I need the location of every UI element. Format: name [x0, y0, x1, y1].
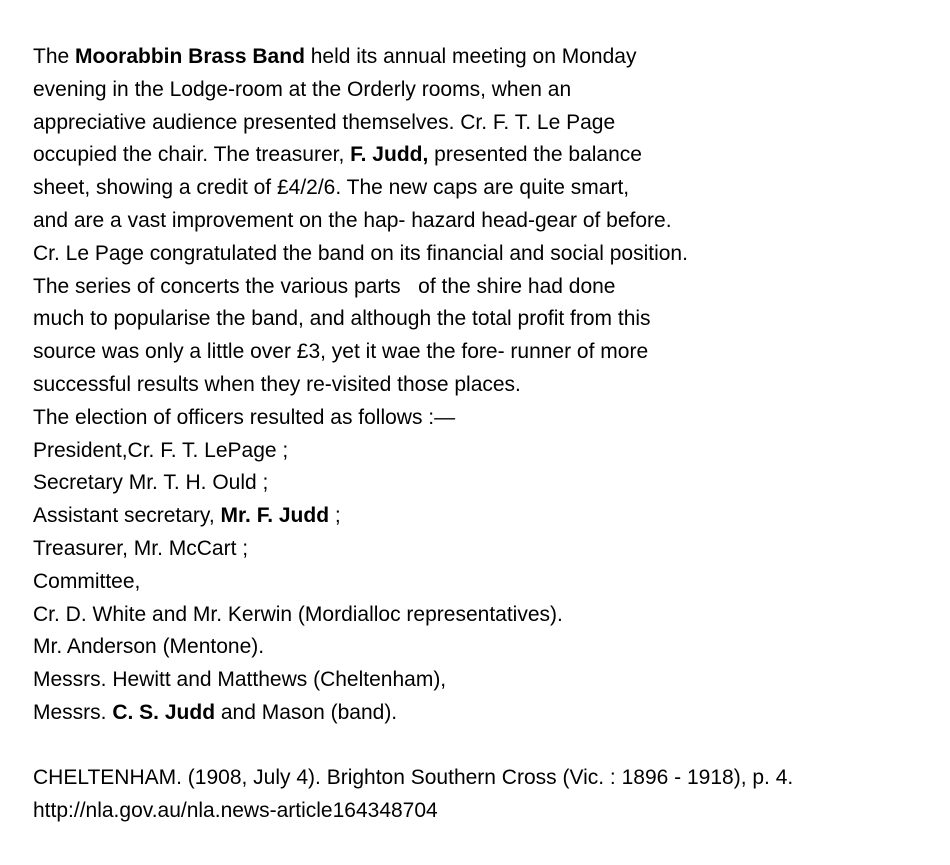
article-line-2: evening in the Lodge-room at the Orderly rooms, when an	[33, 77, 572, 101]
committee-heading: Committee,	[33, 569, 141, 593]
committee-member-4: Messrs. C. S. Judd and Mason (band).	[33, 700, 398, 724]
spacer	[33, 730, 938, 763]
citation-url: http://nla.gov.au/nla.news-article164348704	[33, 799, 438, 823]
officer-president: President,Cr. F. T. LePage ;	[33, 438, 289, 462]
article-line-11: successful results when they re-visited those places.	[33, 372, 521, 396]
committee-member-2: Mr. Anderson (Mentone).	[33, 635, 265, 659]
committee-member-3: Messrs. Hewitt and Matthews (Cheltenham),	[33, 668, 447, 692]
officer-treasurer: Treasurer, Mr. McCart ;	[33, 536, 249, 560]
article-line-8: The series of concerts the various parts of the shire had done	[33, 274, 616, 298]
officer-secretary: Secretary Mr. T. H. Ould ;	[33, 471, 269, 495]
article-line-5: sheet, showing a credit of £4/2/6. The new caps are quite smart,	[33, 176, 630, 200]
assistant-secretary-name: Mr. F. Judd	[220, 504, 330, 528]
officer-assistant-secretary: Assistant secretary, Mr. F. Judd ;	[33, 504, 341, 528]
article-document	[33, 41, 938, 828]
band-name: Moorabbin Brass Band	[75, 45, 305, 68]
article-line-7: Cr. Le Page congratulated the band on its financial and social position.	[33, 241, 688, 265]
treasurer-name: F. Judd,	[350, 143, 429, 167]
committee-member-1: Cr. D. White and Mr. Kerwin (Mordialloc representatives).	[33, 602, 563, 626]
article-line-3: appreciative audience presented themselves. Cr. F. T. Le Page	[33, 110, 616, 134]
article-line-4: occupied the chair. The treasurer, F. Judd, presented the balance	[33, 143, 642, 167]
citation-text: CHELTENHAM. (1908, July 4). Brighton Southern Cross (Vic. : 1896 - 1918), p. 4.	[33, 766, 794, 790]
article-line-10: source was only a little over £3, yet it wae the fore- runner of more	[33, 340, 649, 364]
article-line-6: and are a vast improvement on the hap- hazard head-gear of before.	[33, 208, 672, 232]
article-line-9: much to popularise the band, and although the total profit from this	[33, 307, 651, 331]
article-line-12: The election of officers resulted as follows :—	[33, 405, 456, 429]
committee-member-4-name: C. S. Judd	[112, 700, 216, 724]
article-line-1: The Moorabbin Brass Band held its annual meeting on Monday	[33, 45, 637, 68]
